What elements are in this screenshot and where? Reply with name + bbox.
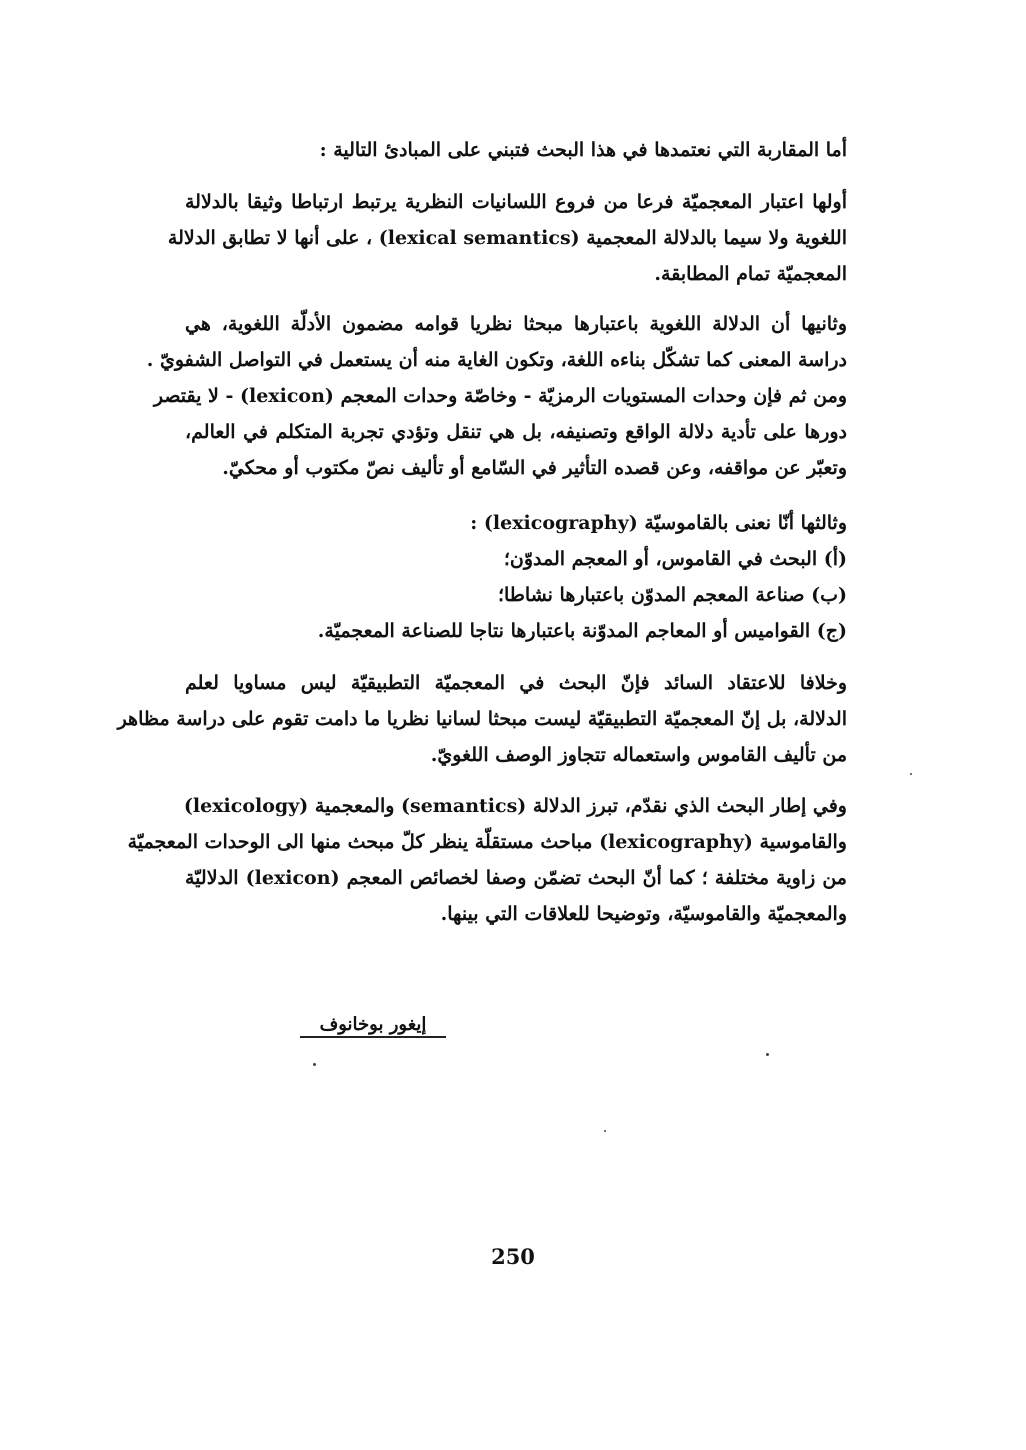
- paragraph-line: وفي إطار البحث الذي نقدّم، تبرز الدلالة (semantics) والمعجمية (lexicology): [183, 795, 847, 817]
- paragraph-line: وخلافا للاعتقاد السائد فإنّ البحث في المعجميّة التطبيقيّة ليس مساويا لعلم: [185, 672, 847, 694]
- research-framework-paragraph: [127, 788, 847, 932]
- paragraph-line: وتعبّر عن مواقفه، وعن قصده التأثير في السّامع أو تأليف نصّ مكتوب أو محكيّ.: [222, 457, 847, 479]
- list-item: (ج) القواميس أو المعاجم المدوّنة باعتبارها نتاجا للصناعة المعجميّة.: [317, 620, 847, 642]
- paragraph-line: المعجميّة تمام المطابقة.: [654, 263, 847, 285]
- signature-underline: [300, 1036, 446, 1038]
- paragraph-line: من تأليف القاموس واستعماله تتجاوز الوصف اللغويّ.: [430, 744, 847, 766]
- paragraph-line: اللغوية ولا سيما بالدلالة المعجمية (lexical semantics) ، على أنها لا تطابق الدلالة: [167, 227, 847, 249]
- paragraph-line: والقاموسية (lexicography) مباحث مستقلّة ينظر كلّ مبحث منها الى الوحدات المعجميّة: [127, 831, 847, 853]
- intro-paragraph: [185, 132, 847, 168]
- paragraph-line: دراسة المعنى كما تشكّل بناءه اللغة، وتكون الغاية منه أن يستعمل في التواصل الشفويّ .: [146, 349, 847, 371]
- paragraph-line: والمعجميّة والقاموسيّة، وتوضيحا للعلاقات التي بينها.: [440, 903, 847, 925]
- third-principle-list: [185, 505, 847, 649]
- author-signature: إيغور بوخانوف: [319, 1014, 427, 1035]
- scan-speck: [910, 773, 912, 775]
- second-principle-paragraph: [146, 306, 847, 486]
- paragraph-line: من زاوية مختلفة ؛ كما أنّ البحث تضمّن وصفا لخصائص المعجم (lexicon) الدلاليّة: [185, 867, 847, 889]
- paragraph-line: ومن ثم فإن وحدات المستويات الرمزيّة - وخاصّة وحدات المعجم (lexicon) - لا يقتصر: [153, 385, 847, 407]
- scan-speck: [604, 1130, 606, 1132]
- list-heading: وثالثها أنّا نعنى بالقاموسيّة (lexicography) :: [470, 512, 847, 534]
- paragraph-line: أولها اعتبار المعجميّة فرعا من فروع اللسانيات النظرية يرتبط ارتباطا وثيقا بالدلالة: [185, 191, 847, 213]
- paragraph-line: دورها على تأدية دلالة الواقع وتصنيفه، بل هي تنقل وتؤدي تجربة المتكلم في العالم،: [185, 421, 847, 443]
- scan-speck: [313, 1063, 316, 1066]
- applied-lexicography-paragraph: [117, 665, 847, 773]
- page-number: 250: [491, 1244, 535, 1269]
- paragraph-line: وثانيها أن الدلالة اللغوية باعتبارها مبحثا نظريا قوامه مضمون الأدلّة اللغوية، هي: [185, 313, 847, 335]
- scan-speck: [766, 1053, 769, 1056]
- paragraph-line: أما المقاربة التي نعتمدها في هذا البحث فتبني على المبادئ التالية :: [319, 139, 847, 161]
- list-item: (ب) صناعة المعجم المدوّن باعتبارها نشاطا؛: [497, 584, 847, 606]
- list-item: (أ) البحث في القاموس، أو المعجم المدوّن؛: [503, 548, 847, 570]
- paragraph-line: الدلالة، بل إنّ المعجميّة التطبيقيّة ليست مبحثا لسانيا نظريا ما دامت تقوم على دراسة مظاهر: [117, 708, 847, 730]
- first-principle-paragraph: [167, 184, 847, 292]
